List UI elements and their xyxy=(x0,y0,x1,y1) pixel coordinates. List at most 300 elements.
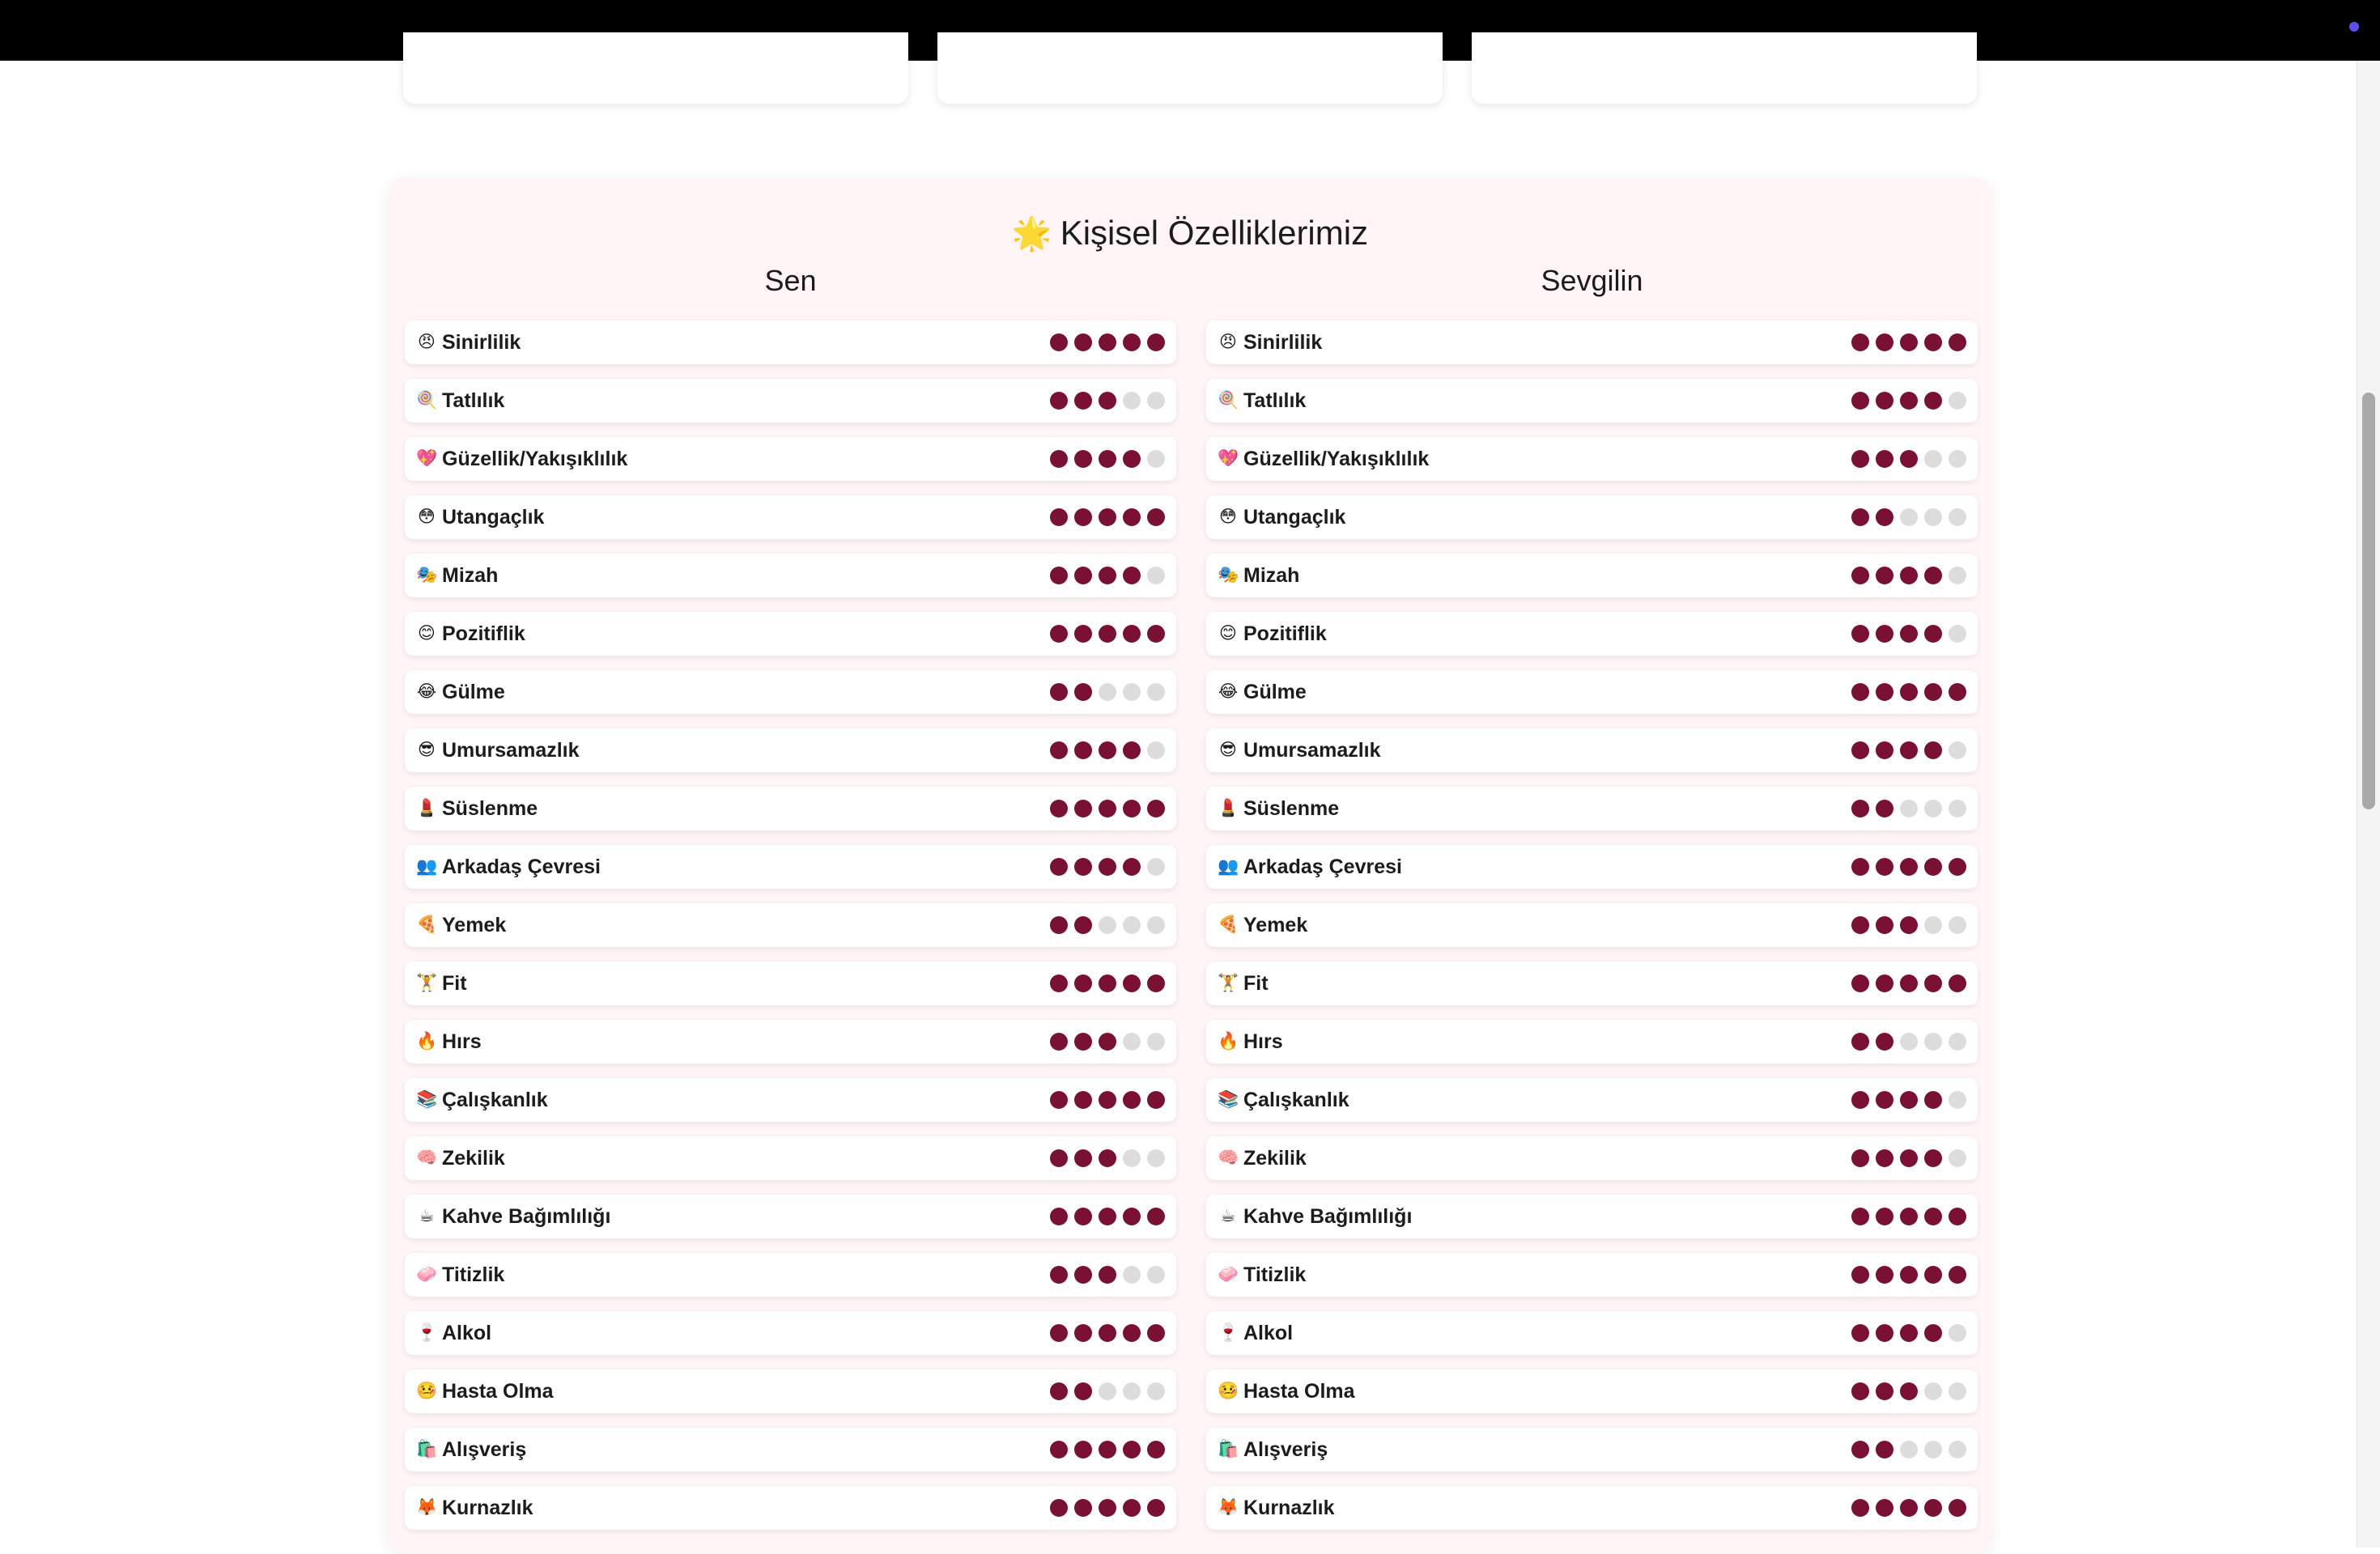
trait-label: Alkol xyxy=(442,1322,492,1344)
rating-dots xyxy=(1851,800,1966,817)
rating-dots xyxy=(1050,508,1165,526)
rating-dot-empty xyxy=(1924,1441,1942,1458)
rating-dot-empty xyxy=(1949,567,1966,584)
trait-emoji-icon: 🧼 xyxy=(416,1265,438,1284)
rating-dot-empty xyxy=(1924,508,1942,526)
rating-dot-filled xyxy=(1851,333,1869,351)
rating-dot-filled xyxy=(1099,450,1116,468)
rating-dot-filled xyxy=(1099,1208,1116,1225)
rating-dot-filled xyxy=(1900,858,1918,876)
rating-dot-filled xyxy=(1099,858,1116,876)
trait-emoji-icon: 😂 xyxy=(416,682,437,701)
trait-emoji-icon: 🧼 xyxy=(1218,1265,1239,1284)
rating-dot-filled xyxy=(1900,1324,1918,1342)
rating-dot-empty xyxy=(1949,741,1966,759)
section-title xyxy=(389,214,1991,253)
rating-dot-empty xyxy=(1147,392,1165,410)
rating-dot-empty xyxy=(1147,1382,1165,1400)
rating-dot-filled xyxy=(1050,625,1068,643)
rating-dot-filled xyxy=(1099,1499,1116,1517)
rating-dot-empty xyxy=(1099,683,1116,701)
rating-dot-filled xyxy=(1099,1149,1116,1167)
stat-card-3 xyxy=(1472,32,1977,104)
trait-row xyxy=(1206,1020,1978,1064)
trait-row xyxy=(1206,1078,1978,1122)
rating-dots xyxy=(1050,1091,1165,1109)
trait-label: Kahve Bağımlılığı xyxy=(1243,1205,1413,1228)
rating-dots xyxy=(1050,333,1165,351)
rating-dot-filled xyxy=(1876,1208,1893,1225)
trait-row xyxy=(405,787,1176,830)
rating-dot-empty xyxy=(1949,1033,1966,1051)
rating-dot-filled xyxy=(1074,567,1092,584)
rating-dot-filled xyxy=(1074,916,1092,934)
rating-dot-filled xyxy=(1851,1441,1869,1458)
rating-dot-filled xyxy=(1099,1266,1116,1284)
rating-dot-filled xyxy=(1851,683,1869,701)
rating-dots xyxy=(1050,1208,1165,1225)
trait-emoji-icon: 🍷 xyxy=(1218,1323,1239,1342)
rating-dots xyxy=(1050,392,1165,410)
rating-dots xyxy=(1851,683,1966,701)
trait-row xyxy=(1206,1311,1978,1355)
trait-emoji-icon: 😊 xyxy=(418,624,436,643)
rating-dots xyxy=(1050,1149,1165,1167)
trait-emoji-icon: 🎭 xyxy=(1218,566,1239,584)
trait-row xyxy=(1206,787,1978,830)
rating-dot-filled xyxy=(1074,450,1092,468)
rating-dots xyxy=(1851,974,1966,992)
rating-dot-filled xyxy=(1099,1033,1116,1051)
trait-emoji-icon: 🏋️ xyxy=(1218,974,1239,992)
rating-dot-filled xyxy=(1924,858,1942,876)
trait-emoji-icon: 👥 xyxy=(1218,857,1239,876)
trait-row xyxy=(1206,670,1978,714)
rating-dot-empty xyxy=(1123,1149,1141,1167)
trait-label: Kahve Bağımlılığı xyxy=(442,1205,611,1228)
rating-dot-filled xyxy=(1050,1091,1068,1109)
rating-dot-empty xyxy=(1949,1149,1966,1167)
trait-row xyxy=(405,1195,1176,1238)
rating-dot-empty xyxy=(1900,1441,1918,1458)
rating-dot-filled xyxy=(1050,1208,1068,1225)
rating-dot-filled xyxy=(1147,800,1165,817)
vertical-scrollbar[interactable] xyxy=(2357,61,2380,1548)
rating-dot-empty xyxy=(1924,800,1942,817)
rating-dots xyxy=(1851,741,1966,759)
rating-dot-filled xyxy=(1074,1149,1092,1167)
rating-dot-filled xyxy=(1851,1208,1869,1225)
rating-dot-filled xyxy=(1900,683,1918,701)
rating-dot-filled xyxy=(1123,333,1141,351)
trait-emoji-icon: 👥 xyxy=(416,857,438,876)
trait-row xyxy=(405,962,1176,1005)
rating-dot-filled xyxy=(1123,741,1141,759)
trait-row xyxy=(405,437,1176,481)
rating-dot-filled xyxy=(1074,858,1092,876)
rating-dot-filled xyxy=(1900,1499,1918,1517)
trait-label: Umursamazlık xyxy=(442,739,580,762)
rating-dot-filled xyxy=(1099,741,1116,759)
rating-dots xyxy=(1050,450,1165,468)
rating-dot-filled xyxy=(1924,974,1942,992)
rating-dot-filled xyxy=(1050,450,1068,468)
trait-emoji-icon: 🎭 xyxy=(416,566,438,584)
rating-dot-filled xyxy=(1949,333,1966,351)
trait-label: Tatlılık xyxy=(1243,389,1307,412)
rating-dot-filled xyxy=(1924,1091,1942,1109)
trait-row xyxy=(405,1486,1176,1530)
rating-dot-empty xyxy=(1123,916,1141,934)
rating-dots xyxy=(1050,625,1165,643)
trait-row xyxy=(1206,554,1978,597)
trait-label: Utangaçlık xyxy=(1243,506,1346,529)
trait-emoji-icon: 🧠 xyxy=(416,1149,438,1167)
trait-label: Pozitiflik xyxy=(1243,622,1327,645)
rating-dot-filled xyxy=(1851,1033,1869,1051)
rating-dot-filled xyxy=(1851,1149,1869,1167)
trait-emoji-icon: 🏋️ xyxy=(416,974,438,992)
rating-dots xyxy=(1050,1033,1165,1051)
trait-emoji-icon: 🍕 xyxy=(416,915,438,934)
trait-label: Kurnazlık xyxy=(1243,1497,1335,1519)
trait-emoji-icon: 💄 xyxy=(416,799,438,817)
trait-row xyxy=(405,554,1176,597)
rating-dot-filled xyxy=(1147,333,1165,351)
trait-label: Titizlik xyxy=(1243,1263,1307,1286)
rating-dot-filled xyxy=(1147,625,1165,643)
trait-label: Çalışkanlık xyxy=(1243,1089,1349,1111)
rating-dot-filled xyxy=(1050,1441,1068,1458)
rating-dot-filled xyxy=(1900,1382,1918,1400)
rating-dots xyxy=(1851,1266,1966,1284)
trait-row xyxy=(405,1428,1176,1471)
trait-emoji-icon: 🛍️ xyxy=(1218,1440,1239,1458)
trait-emoji-icon: 🍭 xyxy=(416,391,438,410)
rating-dot-filled xyxy=(1876,1149,1893,1167)
trait-row xyxy=(1206,1195,1978,1238)
rating-dots xyxy=(1050,1441,1165,1458)
rating-dot-filled xyxy=(1851,625,1869,643)
rating-dots xyxy=(1851,392,1966,410)
trait-emoji-icon: 😠 xyxy=(1219,333,1237,351)
trait-label: Gülme xyxy=(1243,681,1307,703)
rating-dot-filled xyxy=(1851,567,1869,584)
trait-row xyxy=(1206,728,1978,772)
trait-row xyxy=(405,845,1176,889)
rating-dot-filled xyxy=(1876,392,1893,410)
trait-row xyxy=(1206,1486,1978,1530)
rating-dot-filled xyxy=(1050,916,1068,934)
rating-dot-filled xyxy=(1050,567,1068,584)
trait-label: Titizlik xyxy=(442,1263,505,1286)
rating-dot-filled xyxy=(1900,450,1918,468)
rating-dot-filled xyxy=(1876,916,1893,934)
rating-dot-empty xyxy=(1900,800,1918,817)
rating-dots xyxy=(1050,683,1165,701)
status-dot-icon xyxy=(2349,22,2359,32)
rating-dot-filled xyxy=(1851,858,1869,876)
trait-emoji-icon: 🍭 xyxy=(1218,391,1239,410)
trait-label: Hasta Olma xyxy=(1243,1380,1355,1403)
trait-emoji-icon: 😎 xyxy=(1219,741,1237,759)
trait-emoji-icon: 🦊 xyxy=(1218,1498,1239,1517)
rating-dot-filled xyxy=(1074,683,1092,701)
rating-dot-empty xyxy=(1099,916,1116,934)
rating-dots xyxy=(1851,1499,1966,1517)
rating-dot-filled xyxy=(1147,1441,1165,1458)
rating-dot-filled xyxy=(1099,508,1116,526)
rating-dot-filled xyxy=(1924,625,1942,643)
rating-dots xyxy=(1851,333,1966,351)
rating-dot-filled xyxy=(1074,1324,1092,1342)
rating-dot-filled xyxy=(1900,916,1918,934)
rating-dot-empty xyxy=(1147,858,1165,876)
rating-dots xyxy=(1851,508,1966,526)
trait-emoji-icon: 💖 xyxy=(416,449,438,468)
trait-label: Sinirlilik xyxy=(442,331,521,354)
trait-emoji-icon: 🤒 xyxy=(416,1382,438,1400)
trait-row xyxy=(1206,437,1978,481)
rating-dot-filled xyxy=(1851,916,1869,934)
trait-row xyxy=(405,1020,1176,1064)
rating-dot-filled xyxy=(1074,1441,1092,1458)
trait-label: Gülme xyxy=(442,681,505,703)
rating-dot-filled xyxy=(1074,392,1092,410)
rating-dot-empty xyxy=(1123,683,1141,701)
rating-dot-filled xyxy=(1900,333,1918,351)
rating-dot-filled xyxy=(1123,508,1141,526)
trait-label: Sinirlilik xyxy=(1243,331,1323,354)
rating-dot-filled xyxy=(1074,1208,1092,1225)
rating-dot-filled xyxy=(1099,1091,1116,1109)
trait-emoji-icon: 😳 xyxy=(1219,507,1237,526)
rating-dot-filled xyxy=(1900,974,1918,992)
rating-dot-filled xyxy=(1099,392,1116,410)
rating-dot-empty xyxy=(1949,1382,1966,1400)
rating-dot-filled xyxy=(1851,974,1869,992)
trait-emoji-icon: 🤒 xyxy=(1218,1382,1239,1400)
trait-label: Mizah xyxy=(1243,564,1300,587)
rating-dot-filled xyxy=(1876,974,1893,992)
rating-dot-filled xyxy=(1050,508,1068,526)
rating-dot-filled xyxy=(1123,858,1141,876)
rating-dot-empty xyxy=(1949,450,1966,468)
rating-dot-filled xyxy=(1924,683,1942,701)
trait-row xyxy=(405,379,1176,422)
rating-dots xyxy=(1050,800,1165,817)
column-title-sen: Sen xyxy=(764,264,817,297)
trait-label: Yemek xyxy=(1243,914,1308,936)
rating-dot-empty xyxy=(1949,800,1966,817)
rating-dot-filled xyxy=(1123,974,1141,992)
rating-dot-filled xyxy=(1900,741,1918,759)
trait-label: Alışveriş xyxy=(1243,1438,1328,1461)
trait-emoji-icon: 🧠 xyxy=(1218,1149,1239,1167)
rating-dot-filled xyxy=(1050,333,1068,351)
trait-row xyxy=(405,903,1176,947)
rating-dot-filled xyxy=(1924,567,1942,584)
rating-dot-empty xyxy=(1123,1266,1141,1284)
rating-dot-filled xyxy=(1876,1441,1893,1458)
trait-label: Mizah xyxy=(442,564,499,587)
trait-emoji-icon: 😂 xyxy=(1218,682,1239,701)
rating-dot-filled xyxy=(1900,567,1918,584)
trait-row xyxy=(1206,845,1978,889)
rating-dot-filled xyxy=(1123,450,1141,468)
rating-dot-filled xyxy=(1123,1441,1141,1458)
rating-dot-filled xyxy=(1099,800,1116,817)
rating-dot-empty xyxy=(1924,916,1942,934)
trait-emoji-icon: 🍕 xyxy=(1218,915,1239,934)
trait-row xyxy=(405,612,1176,656)
trait-row xyxy=(405,1253,1176,1297)
rating-dot-filled xyxy=(1949,858,1966,876)
trait-label: Zekilik xyxy=(442,1147,505,1170)
trait-label: Alkol xyxy=(1243,1322,1294,1344)
trait-label: Kurnazlık xyxy=(442,1497,533,1519)
rating-dot-empty xyxy=(1147,567,1165,584)
rating-dot-filled xyxy=(1147,1091,1165,1109)
rating-dots xyxy=(1851,1091,1966,1109)
rating-dot-filled xyxy=(1147,508,1165,526)
rating-dot-empty xyxy=(1949,508,1966,526)
rating-dot-filled xyxy=(1074,1266,1092,1284)
rating-dot-filled xyxy=(1851,1324,1869,1342)
rating-dot-empty xyxy=(1924,1033,1942,1051)
trait-emoji-icon: 😠 xyxy=(418,333,436,351)
rating-dot-empty xyxy=(1900,508,1918,526)
rating-dot-empty xyxy=(1099,1382,1116,1400)
rating-dot-filled xyxy=(1876,508,1893,526)
column-title-sevgilin: Sevgilin xyxy=(1541,264,1643,297)
rating-dot-filled xyxy=(1099,625,1116,643)
trait-label: Utangaçlık xyxy=(442,506,545,529)
rating-dot-filled xyxy=(1123,1324,1141,1342)
trait-row xyxy=(1206,1136,1978,1180)
rating-dot-filled xyxy=(1876,567,1893,584)
rating-dots xyxy=(1851,450,1966,468)
rating-dot-filled xyxy=(1099,333,1116,351)
rating-dot-filled xyxy=(1851,450,1869,468)
trait-row xyxy=(405,495,1176,539)
rating-dot-filled xyxy=(1147,1208,1165,1225)
rating-dot-filled xyxy=(1074,974,1092,992)
rating-dot-filled xyxy=(1851,741,1869,759)
rating-dot-filled xyxy=(1924,1208,1942,1225)
rating-dot-filled xyxy=(1099,567,1116,584)
rating-dot-empty xyxy=(1123,1033,1141,1051)
trait-emoji-icon: 🛍️ xyxy=(416,1440,438,1458)
trait-label: Hasta Olma xyxy=(442,1380,554,1403)
trait-emoji-icon: 🍷 xyxy=(416,1323,438,1342)
rating-dot-filled xyxy=(1949,1208,1966,1225)
rating-dot-filled xyxy=(1900,625,1918,643)
rating-dot-filled xyxy=(1876,450,1893,468)
trait-row xyxy=(405,1136,1176,1180)
scrollbar-thumb[interactable] xyxy=(2362,393,2375,809)
rating-dot-empty xyxy=(1924,1382,1942,1400)
rating-dot-filled xyxy=(1876,800,1893,817)
rating-dot-empty xyxy=(1147,1033,1165,1051)
rating-dot-filled xyxy=(1074,1499,1092,1517)
trait-label: Arkadaş Çevresi xyxy=(1243,856,1402,878)
trait-emoji-icon: 📚 xyxy=(1218,1090,1239,1109)
rating-dots xyxy=(1851,1324,1966,1342)
rating-dot-filled xyxy=(1924,1499,1942,1517)
trait-row xyxy=(1206,379,1978,422)
trait-label: Zekilik xyxy=(1243,1147,1307,1170)
rating-dot-filled xyxy=(1123,800,1141,817)
rating-dots xyxy=(1050,1382,1165,1400)
rating-dot-empty xyxy=(1949,1091,1966,1109)
trait-label: Süslenme xyxy=(442,797,538,820)
rating-dot-filled xyxy=(1050,858,1068,876)
rating-dot-filled xyxy=(1900,392,1918,410)
rating-dots xyxy=(1050,1324,1165,1342)
trait-row xyxy=(1206,962,1978,1005)
rating-dot-filled xyxy=(1851,1266,1869,1284)
rating-dot-filled xyxy=(1924,1266,1942,1284)
rating-dot-filled xyxy=(1876,1324,1893,1342)
rating-dot-empty xyxy=(1949,625,1966,643)
trait-label: Güzellik/Yakışıklılık xyxy=(442,448,628,470)
rating-dots xyxy=(1851,1149,1966,1167)
rating-dot-filled xyxy=(1924,333,1942,351)
rating-dot-filled xyxy=(1050,741,1068,759)
rating-dot-filled xyxy=(1123,625,1141,643)
rating-dots xyxy=(1851,1382,1966,1400)
rating-dot-filled xyxy=(1876,858,1893,876)
rating-dot-filled xyxy=(1876,683,1893,701)
trait-emoji-icon: 🦊 xyxy=(416,1498,438,1517)
rating-dot-filled xyxy=(1949,1266,1966,1284)
rating-dot-filled xyxy=(1074,1091,1092,1109)
rating-dot-filled xyxy=(1050,392,1068,410)
rating-dot-empty xyxy=(1147,683,1165,701)
rating-dot-filled xyxy=(1924,1149,1942,1167)
rating-dot-empty xyxy=(1147,916,1165,934)
trait-label: Fit xyxy=(442,972,467,995)
trait-emoji-icon: 🔥 xyxy=(1218,1032,1239,1051)
trait-label: Güzellik/Yakışıklılık xyxy=(1243,448,1430,470)
trait-label: Tatlılık xyxy=(442,389,505,412)
rating-dots xyxy=(1851,1208,1966,1225)
rating-dot-empty xyxy=(1147,741,1165,759)
trait-row xyxy=(405,670,1176,714)
rating-dot-empty xyxy=(1924,450,1942,468)
rating-dot-filled xyxy=(1900,1266,1918,1284)
rating-dot-filled xyxy=(1851,1499,1869,1517)
rating-dot-filled xyxy=(1900,1091,1918,1109)
rating-dot-filled xyxy=(1050,683,1068,701)
rating-dot-filled xyxy=(1876,741,1893,759)
trait-emoji-icon: 😳 xyxy=(418,507,436,526)
trait-label: Pozitiflik xyxy=(442,622,525,645)
rating-dot-filled xyxy=(1050,1382,1068,1400)
rating-dot-empty xyxy=(1123,1382,1141,1400)
trait-label: Hırs xyxy=(1243,1030,1283,1053)
trait-emoji-icon: ☕ xyxy=(1220,1207,1236,1225)
trait-row xyxy=(405,321,1176,364)
section-title-text: Kişisel Özelliklerimiz xyxy=(1060,214,1369,252)
trait-label: Yemek xyxy=(442,914,507,936)
trait-row xyxy=(405,1078,1176,1122)
glowing-star-icon: 🌟 xyxy=(1011,216,1052,252)
trait-emoji-icon: 😊 xyxy=(1219,624,1237,643)
rating-dot-filled xyxy=(1050,1324,1068,1342)
rating-dot-filled xyxy=(1924,1324,1942,1342)
